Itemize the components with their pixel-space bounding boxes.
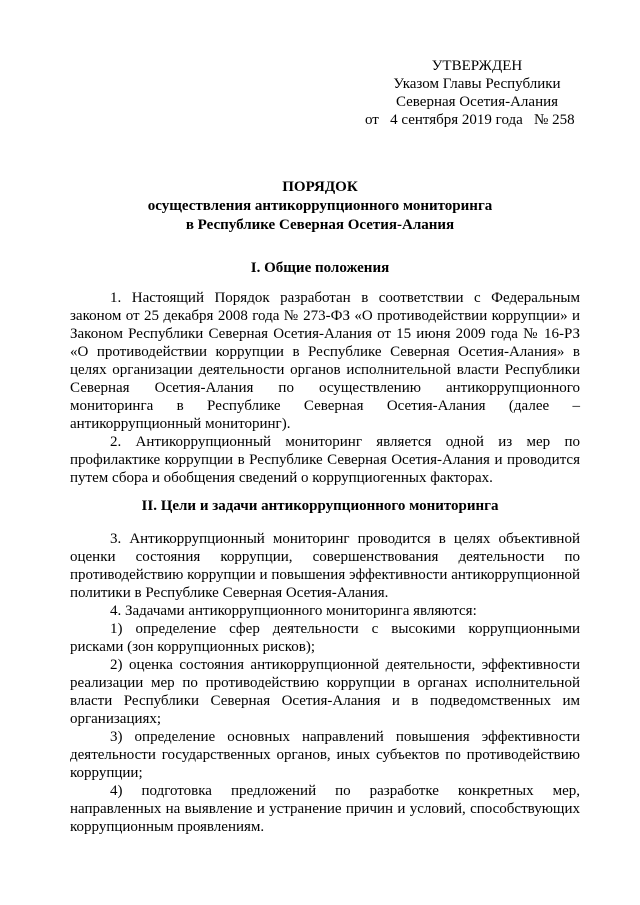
- approval-line-decree: Указом Главы Республики: [393, 76, 561, 92]
- approval-line-date-number: от 4 сентября 2019 года № 258: [365, 112, 575, 128]
- list-item: 2) оценка состояния антикоррупционной деятельности, эффективности реализации мер по противодействию коррупции в органах исполнительной власти Республики Северная Осетия-Алания и в подведомственных им организациях;: [70, 657, 580, 727]
- title-line-2: осуществления антикоррупционного мониторинга: [147, 198, 493, 214]
- approval-line-republic: Северная Осетия-Алания: [395, 94, 559, 110]
- title-line-3: в Республике Северная Осетия-Алания: [185, 217, 455, 233]
- list-item: 3) определение основных направлений повышения эффективности деятельности государственных органов, иных субъектов по противодействию коррупции;: [70, 729, 580, 781]
- approval-line-approved: УТВЕРЖДЕН: [431, 58, 523, 74]
- list-item: 4) подготовка предложений по разработке конкретных мер, направленных на выявление и устранение причин и условий, способствующих коррупционным проявлениям.: [70, 783, 580, 835]
- paragraph: 3. Антикоррупционный мониторинг проводится в целях объективной оценки состояния коррупции, совершенствования деятельности по противодействию коррупции и повышения эффективности антикоррупционной политики в Республике Северная Осетия-Алания.: [70, 531, 580, 601]
- section-1-heading: I. Общие положения: [250, 260, 390, 276]
- approval-stamp: [362, 57, 592, 129]
- section-2-body: [70, 530, 580, 836]
- list-item: 1) определение сфер деятельности с высокими коррупционными рисками (зон коррупционных рисков);: [70, 621, 580, 655]
- section-1-body: [70, 289, 580, 487]
- title-line-1: ПОРЯДОК: [282, 179, 358, 195]
- document-title: [70, 178, 570, 235]
- paragraph: 4. Задачами антикоррупционного мониторинга являются:: [110, 603, 477, 619]
- paragraph: 2. Антикоррупционный мониторинг является одной из мер по профилактике коррупции в Республике Северная Осетия-Алания и проводится путем сбора и обобщения сведений о коррупциогенных факторах.: [70, 434, 580, 486]
- paragraph: 1. Настоящий Порядок разработан в соответствии с Федеральным законом от 25 декабря 2008 года № 273-ФЗ «О противодействии коррупции» и Законом Республики Северная Осетия-Алания от 15 июня 2009 года № 16-РЗ «О противодействии коррупции в Республике Северная Осетия-Алания» в целях организации деятельности органов исполнительной власти Республики Северная Осетия-Алания по осуществлению антикоррупционного мониторинга в Республике Северная Осетия-Алания (далее – антикоррупционный мониторинг).: [70, 290, 580, 432]
- section-2-heading: II. Цели и задачи антикоррупционного мониторинга: [141, 498, 499, 514]
